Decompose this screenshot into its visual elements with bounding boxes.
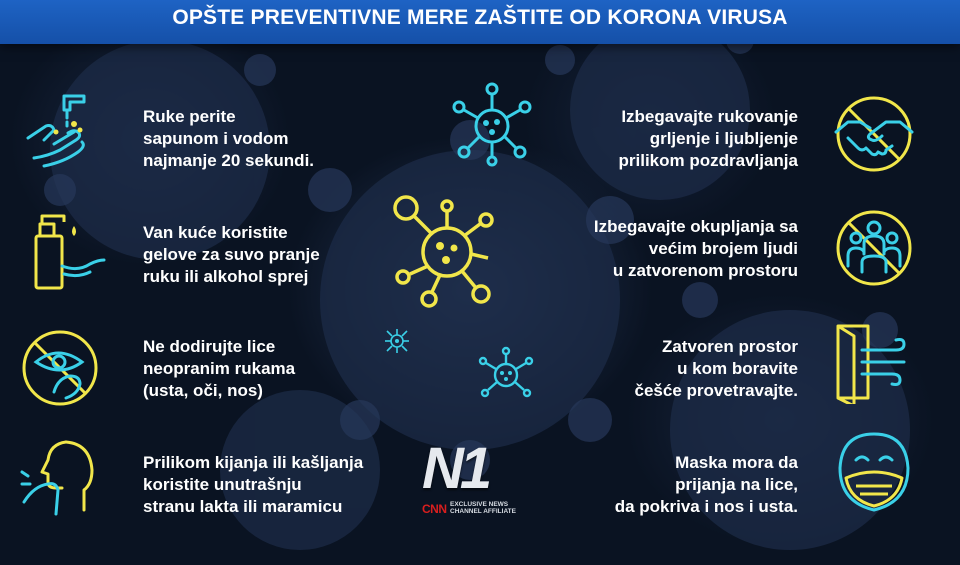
tip-line: sapunom i vodom	[143, 129, 289, 148]
tip-line: većim brojem ljudi	[648, 239, 798, 258]
title-bar	[0, 0, 960, 44]
tip-line: Izbegavajte rukovanje	[621, 107, 798, 126]
tip-line: stranu lakta ili maramicu	[143, 497, 343, 516]
tip-line: u zatvorenom prostoru	[612, 261, 798, 280]
tip-line: ruku ili alkohol sprej	[143, 267, 309, 286]
cnn-logo: CNN	[422, 502, 447, 516]
tip-sanitizer	[143, 222, 320, 288]
tip-line: najmanje 20 sekundi.	[143, 151, 315, 170]
n1-logo-text: N1	[422, 436, 489, 501]
tip-no-face-touch	[143, 336, 295, 402]
tip-line: (usta, oči, nos)	[143, 381, 263, 400]
tip-no-crowd	[594, 216, 798, 282]
no-handshake-icon	[832, 92, 916, 176]
virus-icon-cyan-medium	[476, 344, 536, 404]
tip-line: prijanja na lice,	[675, 475, 798, 494]
tip-line: grljenje i ljubljenje	[649, 129, 798, 148]
sanitizer-icon	[28, 208, 112, 292]
tip-line: Izbegavajte okupljanja sa	[593, 217, 798, 236]
affiliate-line: CHANNEL AFFILIATE	[450, 508, 516, 515]
tip-line: koristite unutrašnju	[143, 475, 302, 494]
n1-logo	[418, 436, 518, 520]
no-crowd-icon	[832, 206, 916, 290]
affiliate-text	[450, 501, 516, 515]
tip-no-handshake	[619, 106, 799, 172]
affiliate-line: EXCLUSIVE NEWS	[450, 501, 509, 508]
tip-line: da pokriva i nos i usta.	[614, 497, 798, 516]
sneeze-elbow-icon	[18, 436, 102, 520]
tip-line: Van kuće koristite	[143, 223, 288, 242]
tip-line: gelove za suvo pranje	[143, 245, 320, 264]
tip-line: češće provetravajte.	[634, 381, 798, 400]
virus-icon-yellow-large	[386, 188, 508, 310]
tip-line: neopranim rukama	[143, 359, 296, 378]
hand-washing-icon	[14, 88, 98, 172]
tip-line: Zatvoren prostor	[661, 337, 798, 356]
tip-line: Prilikom kijanja ili kašljanja	[143, 453, 364, 472]
tip-line: Ruke perite	[143, 107, 236, 126]
tip-line: u kom boravite	[677, 359, 798, 378]
tip-line: Maska mora da	[675, 453, 798, 472]
ventilation-icon	[830, 320, 914, 404]
tip-line: prilikom pozdravljanja	[618, 151, 798, 170]
no-face-touch-icon	[18, 326, 102, 410]
tip-hand-washing	[143, 106, 314, 172]
tip-face-mask	[615, 452, 798, 518]
tip-ventilation	[635, 336, 799, 402]
tip-line: Ne dodirujte lice	[143, 337, 276, 356]
tip-sneeze-elbow	[143, 452, 363, 518]
virus-icon-cyan-small	[382, 326, 412, 356]
face-mask-icon	[832, 430, 916, 514]
virus-icon-cyan-large	[448, 80, 536, 168]
page-title: OPŠTE PREVENTIVNE MERE ZAŠTITE OD KORONA VIRUSA	[172, 6, 788, 29]
